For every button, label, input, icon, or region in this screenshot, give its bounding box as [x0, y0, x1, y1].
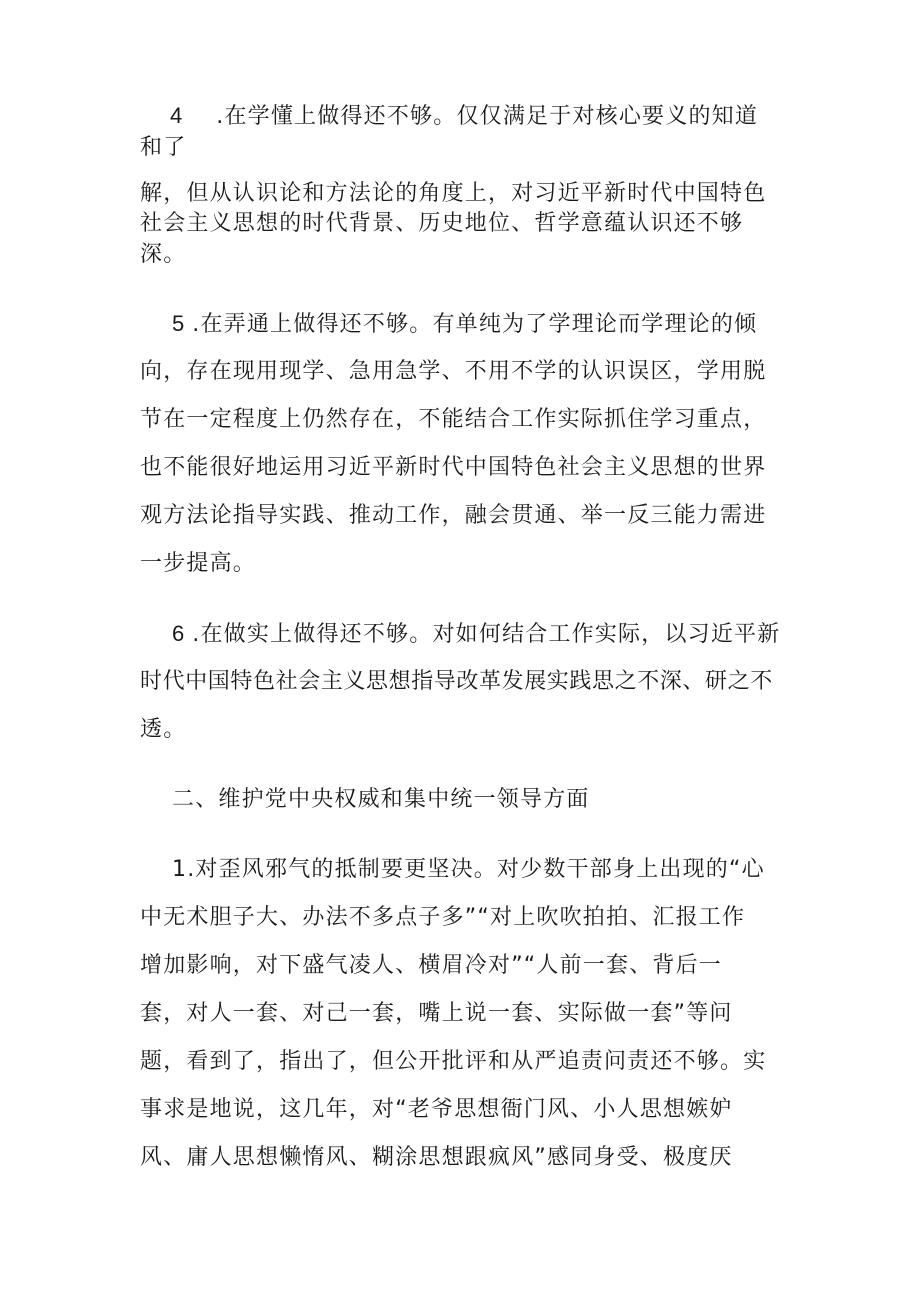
item4-text-1: .在学懂上做得还不够。仅仅满足于对核心要义的知道: [216, 104, 759, 129]
item2-1-line-3: 增加影响，对下盛气凌人、横眉冷对”“人前一套、背后一: [140, 953, 722, 978]
section2-heading: 二、维护党中央权威和集中统一领导方面: [172, 787, 590, 812]
item6-number: 6: [172, 621, 185, 646]
item2-1-line-6: 事求是地说，这几年，对“老爷思想衙门风、小人思想嫉妒: [140, 1097, 733, 1122]
item4-line-5: 深。: [140, 242, 187, 267]
item5-line-3: 节在一定程度上仍然存在，不能结合工作实际抓住学习重点，: [140, 407, 767, 432]
item4-number: 4: [170, 103, 183, 128]
item5-text-1: .在弄通上做得还不够。有单纯为了学理论而学理论的倾: [192, 312, 758, 337]
item6-line-3: 透。: [140, 717, 187, 742]
item6-text-1: .在做实上做得还不够。对如何结合工作实际，以习近平新: [192, 622, 781, 647]
item4-line-3: 解，但从认识论和方法论的角度上，对习近平新时代中国特色: [140, 181, 767, 206]
item4-line-4: 社会主义思想的时代背景、历史地位、哲学意蕴认识还不够: [140, 211, 744, 236]
item5-line-5: 观方法论指导实践、推动工作，融会贯通、举一反三能力需进: [140, 503, 767, 528]
item2-1-line-1: 1.对歪风邪气的抵制要更坚决。对少数干部身上出现的“心: [172, 857, 765, 882]
item5-number: 5: [172, 311, 185, 336]
item4-line-2: 和了: [140, 135, 187, 160]
item2-1-line-5: 题，看到了，指出了，但公开批评和从严追责问责还不够。实: [140, 1049, 767, 1074]
item6-line-1: [172, 619, 780, 650]
item6-line-2: 时代中国特色社会主义思想指导改革发展实践思之不深、研之不: [140, 669, 773, 694]
item5-line-6: 一步提高。: [140, 551, 257, 576]
item2-1-line-7: 风、庸人思想懒惰风、糊涂思想跟疯风”感同身受、极度厌: [140, 1145, 733, 1170]
item5-line-2: 向，存在现用现学、急用急学、不用不学的认识误区，学用脱: [140, 359, 767, 384]
item2-1-line-4: 套，对人一套、对己一套，嘴上说一套、实际做一套”等问: [140, 1001, 733, 1026]
item5-line-1: [172, 309, 757, 340]
item5-line-4: 也不能很好地运用习近平新时代中国特色社会主义思想的世界: [140, 455, 767, 480]
item2-1-line-2: 中无术胆子大、办法不多点子多”“对上吹吹拍拍、汇报工作: [140, 905, 746, 930]
item4-line-1: [170, 101, 758, 132]
